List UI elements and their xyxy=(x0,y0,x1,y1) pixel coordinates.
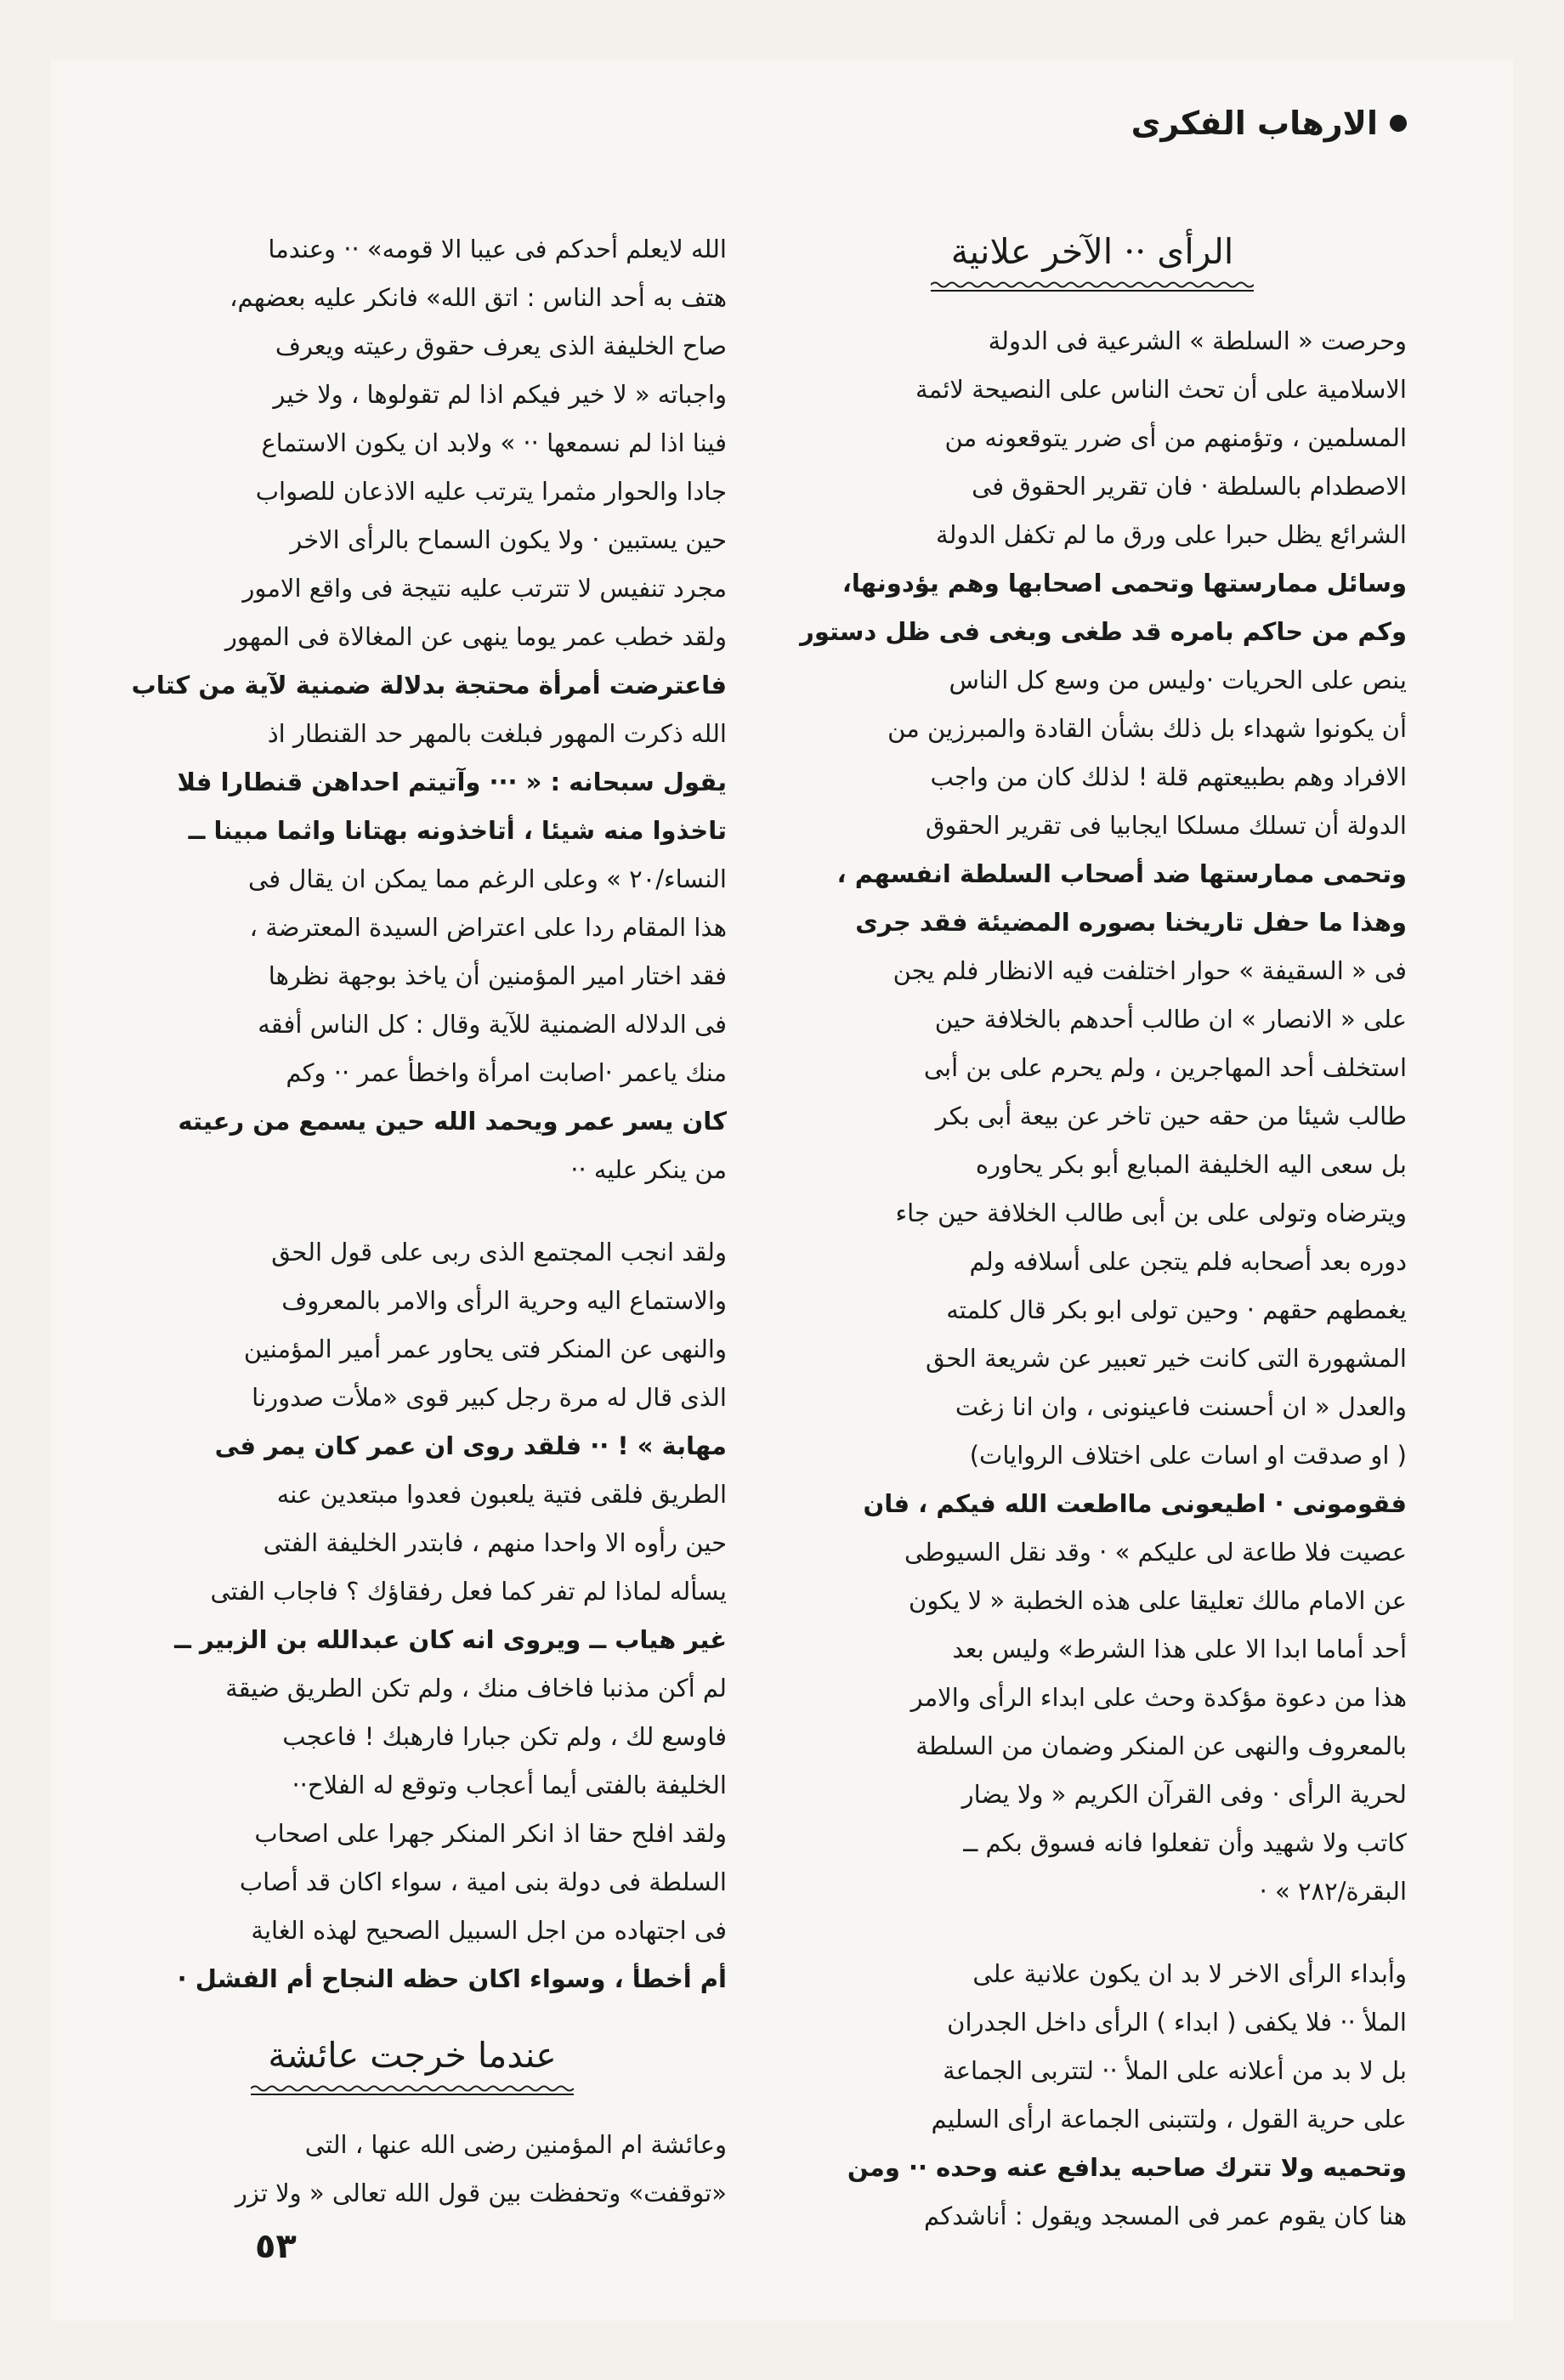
text-line: ولقد خطب عمر يوما ينهى عن المغالاة فى المهور xyxy=(224,622,727,651)
left-column xyxy=(98,225,727,2218)
text-line: الملأ ·· فلا يكفى ( ابداء ) الرأى داخل الجدران xyxy=(947,2008,1407,2037)
text-line: أم أخطأ ، وسواء اكان حظه النجاح أم الفشل · xyxy=(177,1964,727,1993)
text-line: أحد أماما ابدا الا على هذا الشرط» وليس بعد xyxy=(952,1635,1407,1663)
left-paragraph-3 xyxy=(98,2121,727,2218)
text-line: على حرية القول ، ولتتبنى الجماعة ارأى السليم xyxy=(931,2105,1407,2134)
text-line: مهابة » ! ·· فلقد روى ان عمر كان يمر فى xyxy=(214,1431,727,1460)
text-line: وكم من حاكم بامره قد طغى وبغى فى ظل دستور xyxy=(800,617,1407,646)
text-line: الخليفة بالفتى أيما أعجاب وتوقع له الفلاح·· xyxy=(292,1771,727,1799)
text-line: مجرد تنفيس لا تترتب عليه نتيجة فى واقع الامور xyxy=(242,574,727,603)
text-line: تاخذوا منه شيئا ، أتاخذونه بهتانا واثما مبينا ــ xyxy=(188,816,727,845)
text-line: كان يسر عمر ويحمد الله حين يسمع من رعيته xyxy=(178,1107,727,1136)
text-line: منك ياعمر ·اصابت امرأة واخطأ عمر ·· وكم xyxy=(286,1058,727,1087)
bullet-icon xyxy=(1390,115,1407,132)
text-line: هتف به أحد الناس : اتق الله» فانكر عليه بعضهم، xyxy=(230,283,727,312)
text-line: فقد اختار امير المؤمنين أن ياخذ بوجهة نظرها xyxy=(268,961,727,990)
text-line: فاوسع لك ، ولم تكن جبارا فارهبك ! فاعجب xyxy=(282,1722,727,1751)
heading-underline xyxy=(931,280,1254,293)
text-line: وتحمى ممارستها ضد أصحاب السلطة انفسهم ، xyxy=(836,859,1407,888)
text-line: ويترضاه وتولى على بن أبى طالب الخلافة حين جاء xyxy=(895,1198,1407,1227)
text-line: السلطة فى دولة بنى امية ، سواء اكان قد أصاب xyxy=(239,1867,727,1896)
text-line: والنهى عن المنكر فتى يحاور عمر أمير المؤمنين xyxy=(243,1334,727,1363)
text-line: هذا المقام ردا على اعتراض السيدة المعترضة ، xyxy=(249,913,727,942)
text-line: واجباته « لا خير فيكم اذا لم تقولوها ، ولا خير xyxy=(273,380,727,409)
text-line: الله لايعلم أحدكم فى عيبا الا قومه» ·· وعندما xyxy=(268,235,727,264)
text-line: الشرائع يظل حبرا على ورق ما لم تكفل الدولة xyxy=(936,520,1407,549)
text-line: استخلف أحد المهاجرين ، ولم يحرم على بن أبى xyxy=(923,1053,1407,1082)
text-line: الاصطدام بالسلطة · فان تقرير الحقوق فى xyxy=(972,472,1407,501)
text-line: فينا اذا لم نسمعها ·· » ولابد ان يكون الاستماع xyxy=(261,428,727,457)
text-line: بل لا بد من أعلانه على الملأ ·· لتتربى الجماعة xyxy=(943,2056,1407,2085)
text-line: هذا من دعوة مؤكدة وحث على ابداء الرأى والامر xyxy=(910,1683,1407,1712)
text-line: غير هياب ــ ويروى انه كان عبدالله بن الزبير ــ xyxy=(174,1625,727,1654)
text-line: الاسلامية على أن تحث الناس على النصيحة لائمة xyxy=(915,375,1407,404)
text-line: الدولة أن تسلك مسلكا ايجابيا فى تقرير الحقوق xyxy=(925,811,1407,840)
text-line: جادا والحوار مثمرا يترتب عليه الاذعان للصواب xyxy=(255,477,727,506)
heading-underline-2 xyxy=(251,2083,574,2097)
text-line: بالمعروف والنهى عن المنكر وضمان من السلطة xyxy=(915,1731,1407,1760)
text-line: المشهورة التى كانت خير تعبير عن شريعة الحق xyxy=(926,1344,1407,1373)
text-line: من ينكر عليه ·· xyxy=(570,1155,727,1184)
text-line: حين يستبين · ولا يكون السماح بالرأى الاخر xyxy=(290,525,727,554)
text-line: لحرية الرأى · وفى القرآن الكريم « ولا يضار xyxy=(961,1780,1407,1809)
text-line: لم أكن مذنبا فاخاف منك ، ولم تكن الطريق ضيقة xyxy=(225,1674,727,1703)
text-line: الافراد وهم بطبيعتهم قلة ! لذلك كان من واجب xyxy=(930,762,1407,791)
right-paragraph-2 xyxy=(778,1950,1407,2241)
text-line: فاعترضت أمرأة محتجة بدلالة ضمنية لآية من كتاب xyxy=(131,671,727,700)
header-title: الارهاب الفكرى xyxy=(1130,105,1378,142)
text-line: يغمطهم حقهم · وحين تولى ابو بكر قال كلمته xyxy=(946,1295,1407,1324)
text-line: هنا كان يقوم عمر فى المسجد ويقول : أناشدكم xyxy=(924,2202,1407,2230)
text-line: وتحميه ولا تترك صاحبه يدافع عنه وحده ·· ومن xyxy=(847,2153,1407,2182)
text-line: الطريق فلقى فتية يلعبون فعدوا مبتعدين عنه xyxy=(276,1480,727,1509)
text-line: الذى قال له مرة رجل كبير قوى «ملأت صدورنا xyxy=(252,1383,727,1412)
text-line: على « الانصار » ان طالب أحدهم بالخلافة حين xyxy=(934,1005,1407,1034)
text-line: البقرة/٢٨٢ » · xyxy=(1259,1877,1407,1906)
text-line: دوره بعد أصحابه فلم يتجن على أسلافه ولم xyxy=(969,1247,1407,1276)
text-line: ( او صدقت او اسات على اختلاف الروايات) xyxy=(969,1441,1407,1470)
text-line: يقول سبحانه : « ··· وآتيتم احداهن قنطارا فلا xyxy=(177,768,727,796)
text-line: يسأله لماذا لم تفر كما فعل رفقاؤك ؟ فاجاب الفتى xyxy=(210,1577,727,1606)
page-number: ٥٣ xyxy=(255,2227,297,2266)
text-line: وأبداء الرأى الاخر لا بد ان يكون علانية على xyxy=(972,1959,1407,1988)
text-line: المسلمين ، وتؤمنهم من أى ضرر يتوقعونه من xyxy=(944,423,1407,452)
text-line: وهذا ما حفل تاريخنا بصوره المضيئة فقد جرى xyxy=(855,908,1407,937)
text-line: كاتب ولا شهيد وأن تفعلوا فانه فسوق بكم ــ xyxy=(963,1828,1407,1857)
section-heading-aisha: عندما خرجت عائشة xyxy=(268,2035,557,2076)
text-line: وحرصت « السلطة » الشرعية فى الدولة xyxy=(988,326,1407,355)
right-paragraph-1 xyxy=(778,317,1407,1916)
text-line: فى « السقيفة » حوار اختلفت فيه الانظار فلم يجن xyxy=(892,956,1407,985)
text-line: النساء/٢٠ » وعلى الرغم مما يمكن ان يقال فى xyxy=(248,864,727,893)
right-column xyxy=(778,225,1407,2241)
text-line: فى اجتهاده من اجل السبيل الصحيح لهذه الغاية xyxy=(251,1916,727,1945)
text-line: «توقفت» وتحفظت بين قول الله تعالى « ولا تزر xyxy=(235,2179,727,2207)
text-line: بل سعى اليه الخليفة المبايع أبو بكر يحاوره xyxy=(975,1150,1407,1179)
section-heading-other-opinion: الرأى ·· الآخر علانية xyxy=(950,231,1234,272)
text-line: وسائل ممارستها وتحمى اصحابها وهم يؤدونها، xyxy=(842,569,1407,598)
text-line: فى الدلاله الضمنية للآية وقال : كل الناس أفقه xyxy=(258,1010,727,1039)
text-line: وعائشة ام المؤمنين رضى الله عنها ، التى xyxy=(304,2130,727,2159)
text-line: حين رأوه الا واحدا منهم ، فابتدر الخليفة الفتى xyxy=(263,1528,727,1557)
text-line: والاستماع اليه وحرية الرأى والامر بالمعروف xyxy=(281,1286,727,1315)
text-line: ولقد افلح حقا اذ انكر المنكر جهرا على اصحاب xyxy=(254,1819,727,1848)
left-paragraph-2 xyxy=(98,1228,727,2003)
text-line: عصيت فلا طاعة لى عليكم » · وقد نقل السيوطى xyxy=(904,1538,1407,1567)
left-paragraph-1 xyxy=(98,225,727,1194)
text-line: ولقد انجب المجتمع الذى ربى على قول الحق xyxy=(271,1238,727,1266)
running-header xyxy=(1131,98,1407,149)
text-line: أن يكونوا شهداء بل ذلك بشأن القادة والمبرزين من xyxy=(887,714,1407,743)
text-line: طالب شيئا من حقه حين تاخر عن بيعة أبى بكر xyxy=(935,1102,1407,1130)
text-line: والعدل « ان أحسنت فاعينونى ، وان انا زغت xyxy=(955,1392,1407,1421)
text-line: صاح الخليفة الذى يعرف حقوق رعيته ويعرف xyxy=(275,332,727,360)
text-line: عن الامام مالك تعليقا على هذه الخطبة « لا يكون xyxy=(909,1586,1407,1615)
text-line: فقومونى · اطيعونى مااطعت الله فيكم ، فان xyxy=(863,1489,1407,1518)
text-line: الله ذكرت المهور فبلغت بالمهر حد القنطار اذ xyxy=(267,719,727,748)
text-line: ينص على الحريات ·وليس من وسع كل الناس xyxy=(949,666,1407,694)
